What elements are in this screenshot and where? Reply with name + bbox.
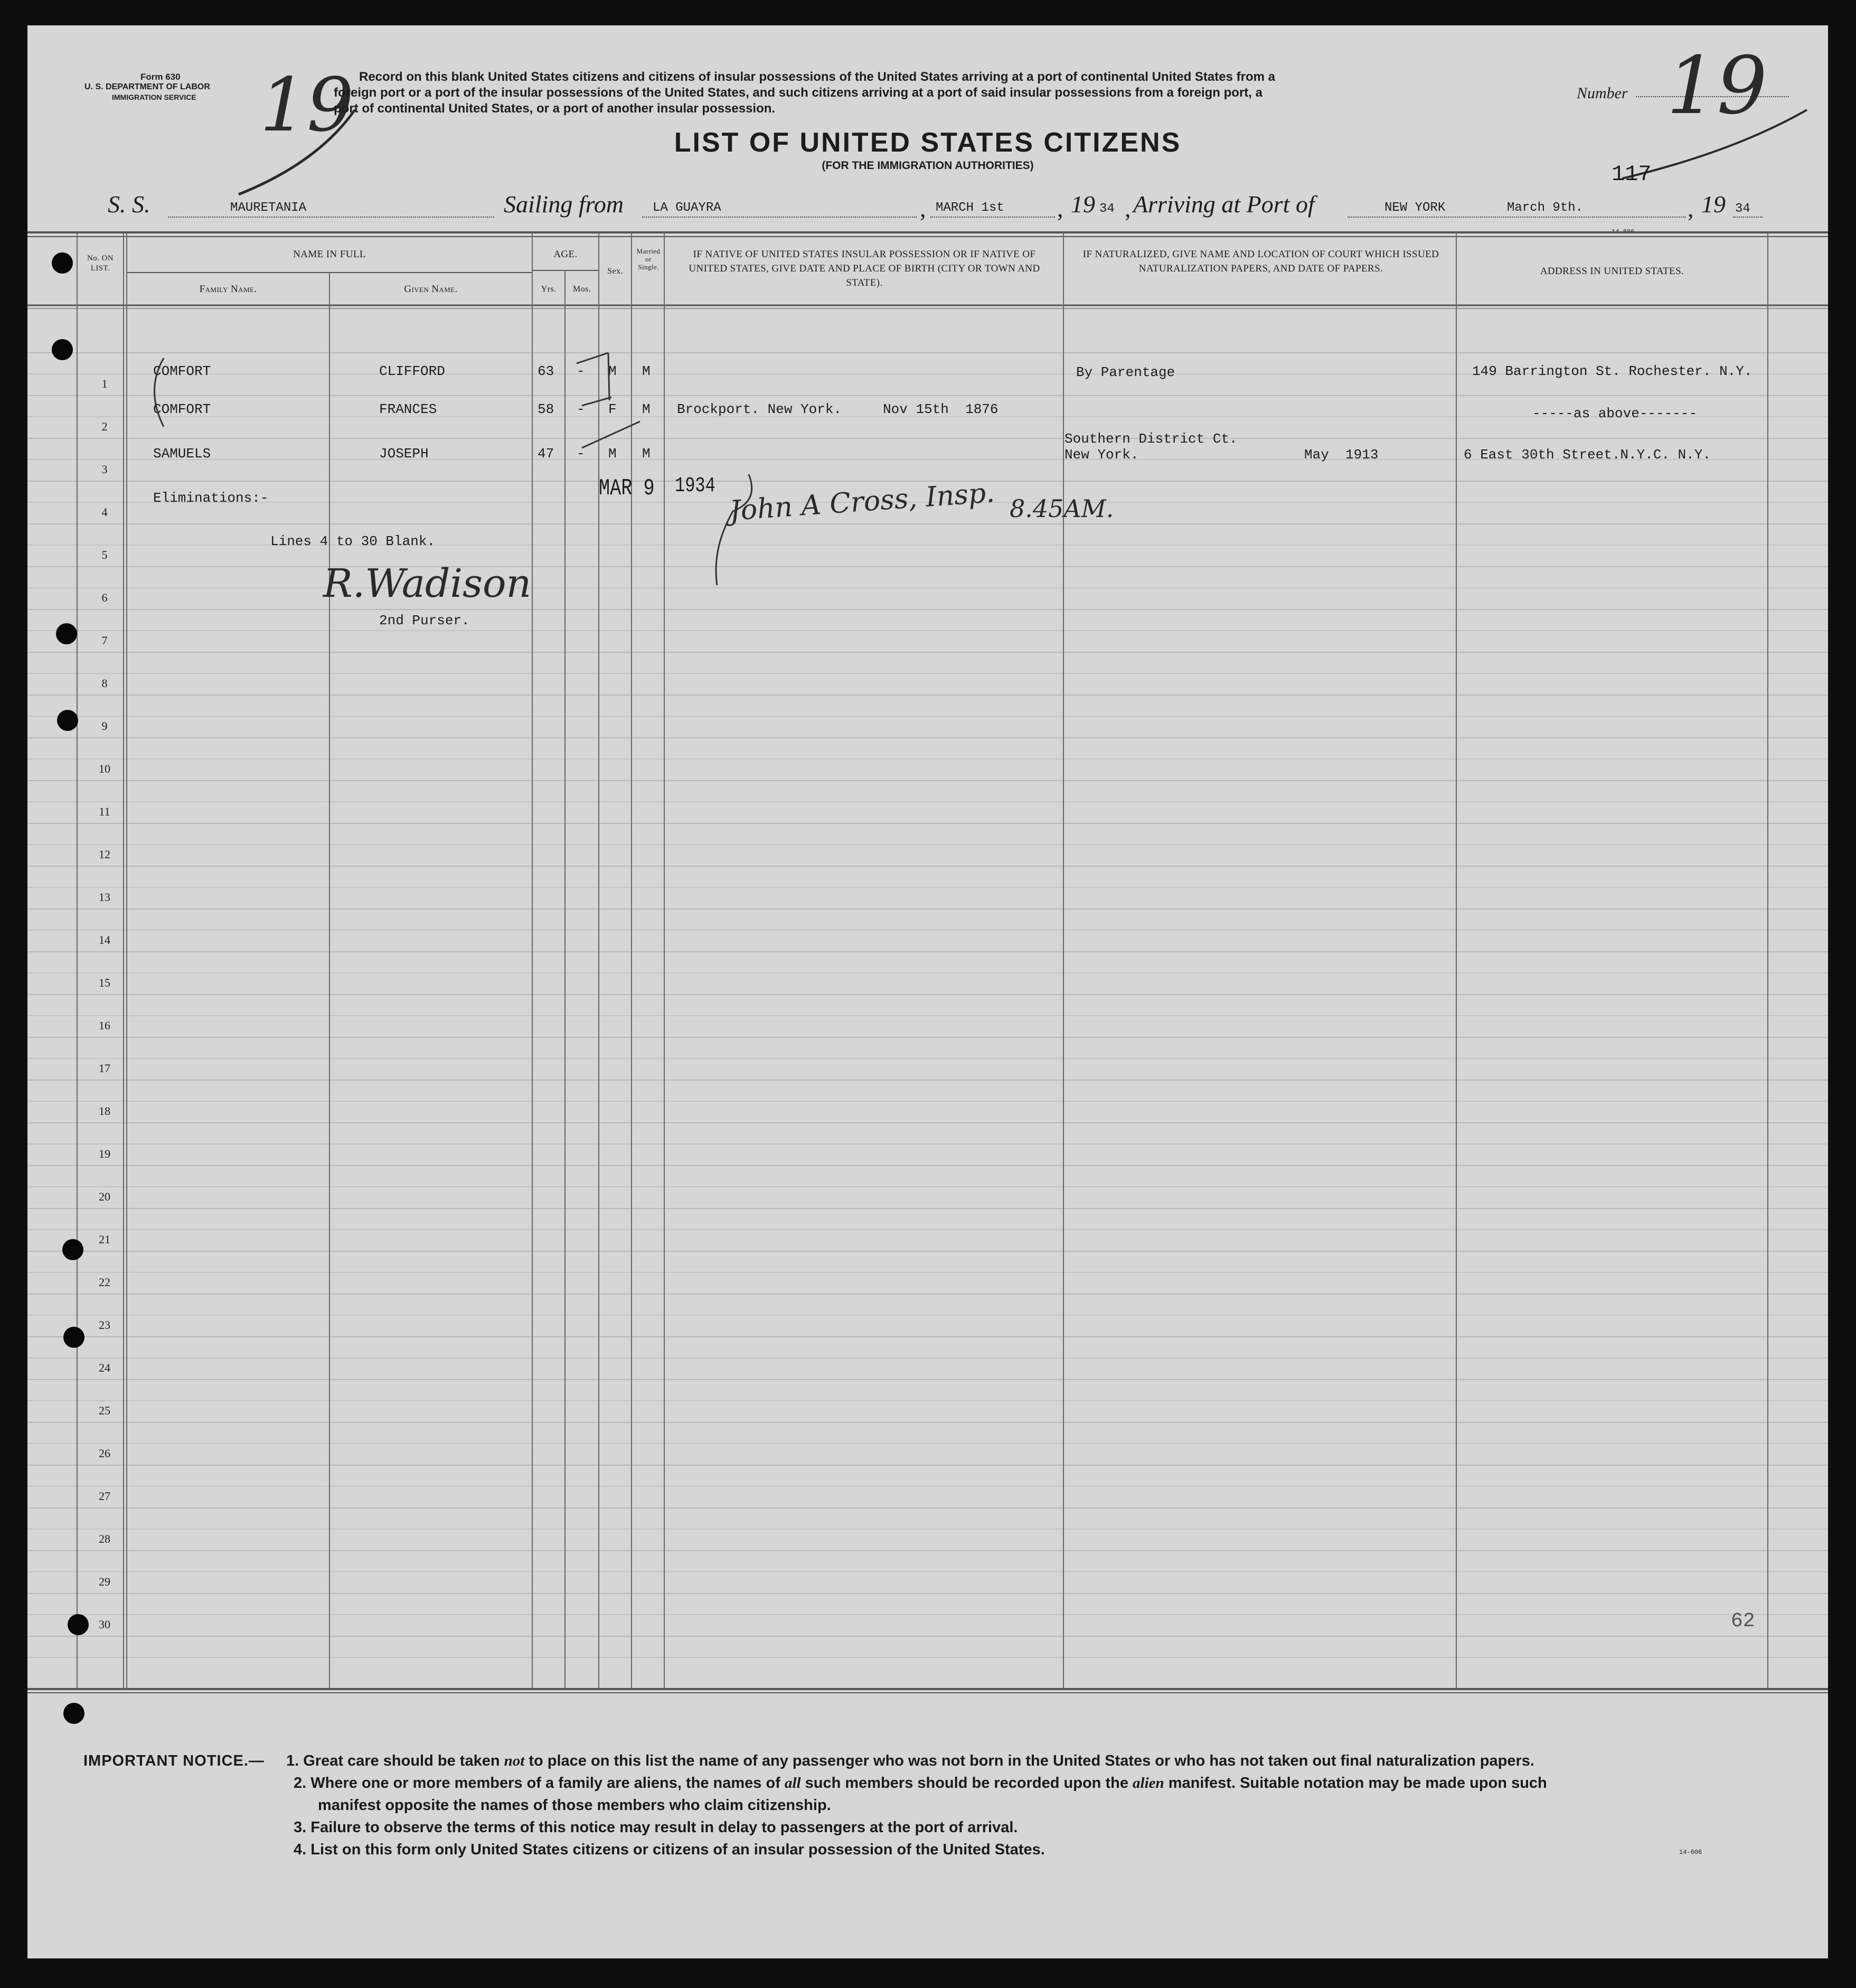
inspector-time: 8.45AM. [1010, 494, 1114, 523]
sailing-comma: , [920, 195, 926, 222]
row3-naturalized-court: Southern District Ct. [1064, 431, 1238, 447]
inspection-stamp-year: 1934 [675, 474, 715, 498]
row1-sex: M [608, 363, 617, 379]
row3-naturalized-location: New York. [1064, 447, 1139, 463]
binder-hole [63, 1327, 84, 1348]
arrival-port: NEW YORK [1384, 201, 1446, 215]
line-number: 27 [99, 1489, 110, 1503]
row3-sex: M [608, 446, 617, 462]
row3-given: JOSEPH [379, 446, 429, 462]
form-number: Form 630 [140, 72, 181, 82]
row2-family: COMFORT [153, 401, 211, 417]
line-number: 7 [101, 634, 108, 647]
notice-item-2-em1: all [784, 1775, 801, 1792]
binder-hole [63, 1703, 84, 1724]
notice-item-1-em: not [504, 1752, 525, 1769]
line-number: 20 [99, 1190, 110, 1203]
instruction-line-3: port of continental United States, or a port of another insular possession. [334, 101, 776, 116]
row3-married: M [642, 446, 651, 462]
inspector-flourish [701, 469, 765, 590]
print-code: 14-606 [1679, 1849, 1702, 1856]
instruction-line-1: Record on this blank United States citizens and citizens of insular possessions of the United States arriving at a port of continental United States from a [359, 70, 1275, 84]
number-label: Number [1577, 85, 1628, 102]
line-number: 29 [99, 1575, 110, 1588]
notice-heading: IMPORTANT NOTICE.— [83, 1752, 265, 1769]
col-header-naturalized: IF NATURALIZED, GIVE NAME AND LOCATION OF COURT WHICH ISSUED NATURALIZATION PAPERS, AND DATE OF PAPERS. [1082, 249, 1439, 274]
purser-signature: R.Wadison [323, 561, 532, 606]
row1-married: M [642, 363, 651, 379]
line-number: 25 [99, 1404, 110, 1417]
arrival-year-prefix: 19 [1701, 191, 1726, 218]
ss-label: S. S. [108, 191, 150, 218]
binder-hole [68, 1614, 89, 1635]
service-name: IMMIGRATION SERVICE [112, 93, 196, 101]
sailing-date: MARCH 1st [936, 201, 1004, 215]
line-number: 24 [99, 1361, 110, 1374]
binder-hole [62, 1239, 83, 1260]
binder-hole [56, 623, 77, 644]
arrival-year-suffix: 34 [1735, 202, 1750, 216]
line-number: 13 [99, 890, 110, 904]
row1-naturalized: By Parentage [1076, 364, 1175, 380]
print-code-top: 14—606 [1612, 228, 1635, 236]
col-header-family-name: Family Name. [199, 284, 257, 295]
manifest-sheet [27, 25, 1828, 1958]
line-number: 10 [99, 762, 110, 775]
sailing-label: Sailing from [504, 191, 624, 218]
department-name: U. S. DEPARTMENT OF LABOR [84, 82, 210, 91]
notice-item-1-a: 1. Great care should be taken [286, 1752, 504, 1769]
line-number: 23 [99, 1318, 110, 1331]
notice-item-2-b: such members should be recorded upon the [800, 1775, 1133, 1792]
row1-given: CLIFFORD [379, 363, 445, 379]
corner-number: 62 [1731, 1610, 1755, 1633]
eliminations-label: Eliminations:- [153, 490, 269, 506]
inspector-signature: John A Cross, Insp. [728, 477, 996, 527]
col-header-name-in-full: NAME IN FULL [293, 249, 366, 260]
handwritten-number: 19 [1666, 40, 1767, 132]
family-bracket [143, 353, 174, 432]
line-number: 18 [99, 1104, 110, 1118]
arrival-date: March 9th. [1507, 201, 1584, 215]
notice-item-3: 3. Failure to observe the terms of this notice may result in delay to passengers at the port of arrival. [294, 1819, 1018, 1836]
line-number: 19 [99, 1147, 110, 1160]
lines-blank-note: Lines 4 to 30 Blank. [270, 533, 436, 549]
col-header-sex: Sex. [607, 267, 623, 276]
line-number: 5 [101, 548, 108, 561]
row3-yrs: 47 [538, 446, 554, 462]
row2-given: FRANCES [379, 401, 437, 417]
row2-mos: - [577, 401, 585, 417]
handwritten-sheet-number: 19 [260, 62, 354, 148]
age-check-marks [566, 342, 672, 480]
notice-item-1-b: to place on this list the name of any passenger who was not born in the United States or who has not taken out final naturalization papers. [524, 1752, 1534, 1769]
arrival-year-comma: , [1688, 195, 1694, 222]
line-number: 28 [99, 1532, 110, 1545]
line-number: 3 [101, 463, 108, 476]
row1-yrs: 63 [538, 363, 554, 379]
sailing-year-suffix: 34 [1099, 202, 1115, 216]
col-header-yrs: Yrs. [541, 285, 557, 294]
col-header-address: ADDRESS IN UNITED STATES. [1540, 266, 1684, 277]
line-number: 4 [101, 505, 108, 519]
line-number: 26 [99, 1447, 110, 1460]
row1-family: COMFORT [153, 363, 211, 379]
sailing-port: LA GUAYRA [653, 201, 721, 215]
line-number: 15 [99, 976, 110, 989]
binder-hole [52, 339, 73, 360]
line-number: 16 [99, 1019, 110, 1032]
notice-item-1 [286, 1752, 1534, 1770]
row2-sex: F [608, 401, 617, 417]
notice-item-4: 4. List on this form only United States citizens or citizens of an insular possession of the United States. [294, 1841, 1045, 1858]
row2-married: M [642, 401, 651, 417]
binder-hole [57, 710, 78, 731]
row1-mos: - [577, 363, 585, 379]
row2-birth: Brockport. New York. Nov 15th 1876 [677, 401, 998, 417]
instruction-line-2: foreign port or a port of the insular possessions of the United States, and such citizens arriving at a port of said insular possessions from a foreign port, a [334, 86, 1263, 100]
row2-yrs: 58 [538, 401, 554, 417]
sailing-year-prefix: 19 [1071, 191, 1095, 218]
form-subtitle: (FOR THE IMMIGRATION AUTHORITIES) [822, 160, 1034, 172]
notice-item-2-c: manifest. Suitable notation may be made upon such [1164, 1775, 1547, 1792]
form-title: LIST OF UNITED STATES CITIZENS [674, 127, 1182, 158]
notice-item-2-a: 2. Where one or more members of a family are aliens, the names of [294, 1775, 785, 1792]
line-number: 22 [99, 1276, 110, 1289]
col-header-birth: IF NATIVE OF UNITED STATES INSULAR POSSESSION OR IF NATIVE OF UNITED STATES, GIVE DATE AND PLACE OF BIRTH (CITY OR TOWN AND STATE). [689, 249, 1040, 288]
row3-address: 6 East 30th Street.N.Y.C. N.Y. [1464, 447, 1711, 463]
row3-naturalized-date: May 1913 [1304, 447, 1379, 463]
sailing-year-comma: , [1057, 195, 1063, 222]
notice-item-2-em2: alien [1133, 1775, 1164, 1792]
col-header-given-name: Given Name. [404, 284, 458, 295]
line-number: 9 [101, 719, 108, 733]
row3-family: SAMUELS [153, 446, 211, 462]
col-header-no: No. ON LIST. [87, 254, 114, 273]
line-number: 21 [99, 1233, 110, 1246]
line-number: 14 [99, 933, 110, 946]
line-number: 1 [101, 377, 108, 390]
line-number: 6 [101, 591, 108, 604]
line-number: 17 [99, 1062, 110, 1075]
row1-address: 149 Barrington St. Rochester. N.Y. [1472, 363, 1753, 379]
arriving-label: Arriving at Port of [1133, 191, 1315, 218]
purser-title: 2nd Purser. [379, 613, 470, 629]
inspection-stamp-date: MAR 9 [599, 475, 655, 502]
line-number: 30 [99, 1618, 110, 1631]
ship-name: MAURETANIA [230, 201, 307, 215]
row2-address: -----as above------- [1532, 406, 1698, 421]
binder-hole [52, 252, 73, 274]
notice-item-2-cont: manifest opposite the names of those members who claim citizenship. [318, 1797, 831, 1814]
col-header-age: AGE. [553, 249, 578, 260]
col-header-married: Married or Single. [636, 247, 661, 271]
arrival-comma: , [1125, 195, 1131, 222]
notice-item-2 [294, 1775, 1547, 1792]
line-number: 12 [99, 848, 110, 861]
row3-mos: - [577, 446, 585, 462]
page-number: 117 [1612, 162, 1652, 187]
line-number: 8 [101, 677, 108, 690]
line-number: 11 [99, 805, 110, 818]
col-header-mos: Mos. [572, 285, 591, 294]
line-number: 2 [101, 420, 108, 433]
